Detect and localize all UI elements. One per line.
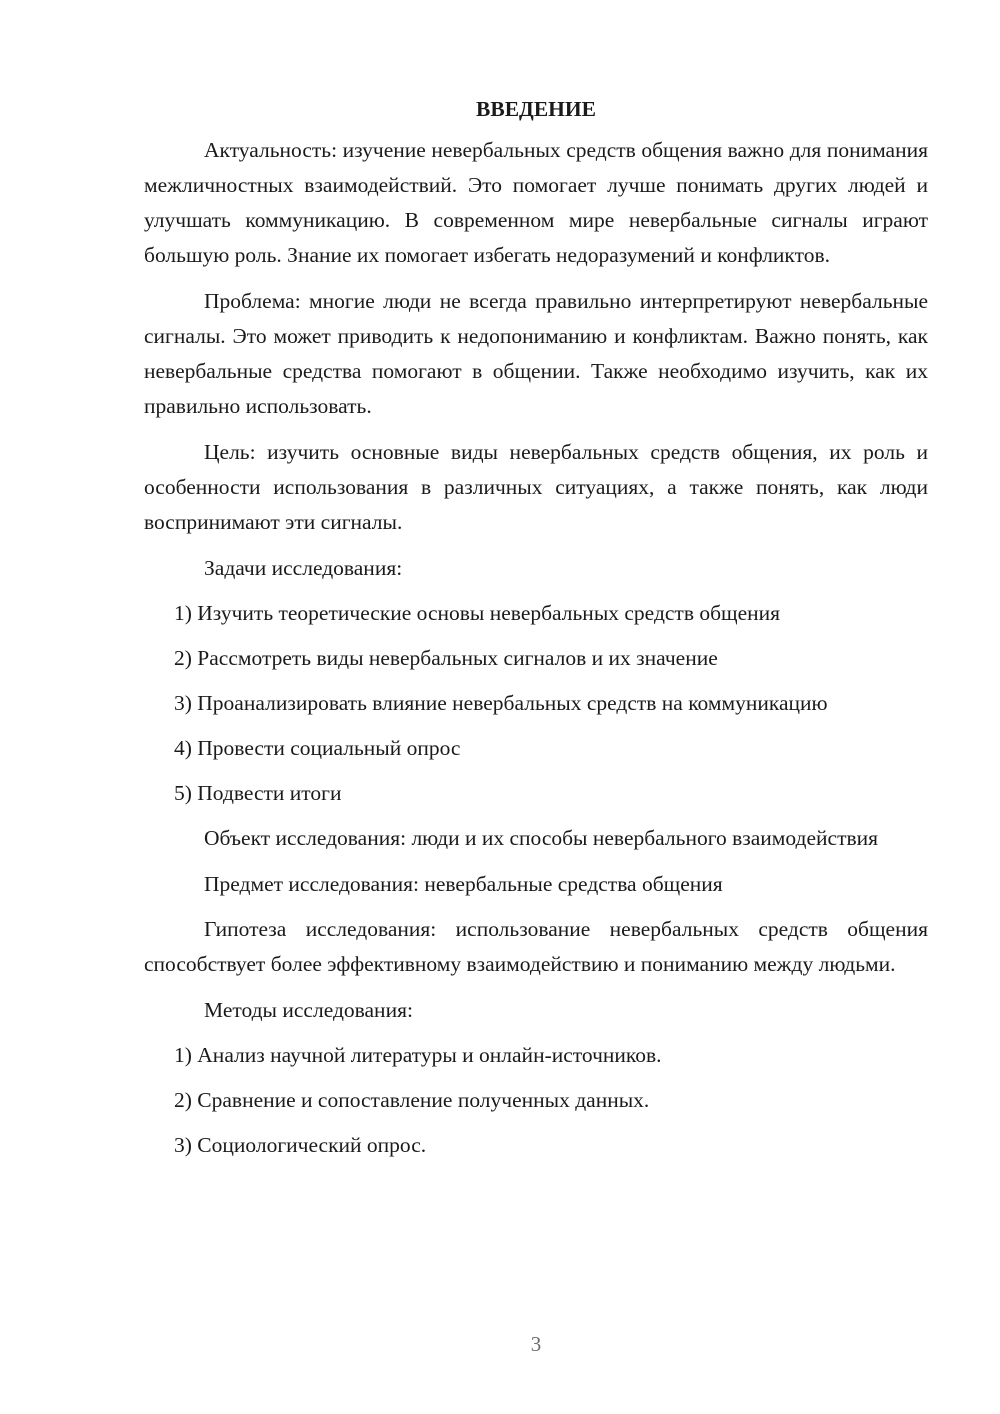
task-item-2: 2) Рассмотреть виды невербальных сигналов и их значение xyxy=(174,646,718,670)
task-item-3: 3) Проанализировать влияние невербальных средств на коммуникацию xyxy=(174,691,828,715)
method-item-1: 1) Анализ научной литературы и онлайн-источников. xyxy=(174,1043,662,1067)
problem-paragraph: Проблема: многие люди не всегда правильно интерпретируют невербальные сигналы. Это может приводить к недопониманию и конфликтам. Важно понять, как невербальные средства помогают в общении. Также необходимо изучить, как их правильно использовать. xyxy=(144,289,928,418)
methods-heading: Методы исследования: xyxy=(204,998,413,1022)
document-page xyxy=(144,92,928,1173)
tasks-heading: Задачи исследования: xyxy=(204,556,403,580)
goal-paragraph: Цель: изучить основные виды невербальных средств общения, их роль и особенности использования в различных ситуациях, а также понять, как люди воспринимают эти сигналы. xyxy=(144,440,928,534)
subject-paragraph: Предмет исследования: невербальные средства общения xyxy=(204,872,723,896)
method-item-2: 2) Сравнение и сопоставление полученных данных. xyxy=(174,1088,650,1112)
task-item-4: 4) Провести социальный опрос xyxy=(174,736,461,760)
hypothesis-paragraph: Гипотеза исследования: использование невербальных средств общения способствует более эффективному взаимодействию и пониманию между людьми. xyxy=(144,917,928,976)
task-item-5: 5) Подвести итоги xyxy=(174,781,342,805)
page-number: 3 xyxy=(530,1332,542,1356)
task-item-1: 1) Изучить теоретические основы невербальных средств общения xyxy=(174,601,781,625)
page-title: ВВЕДЕНИЕ xyxy=(476,97,596,121)
object-paragraph: Объект исследования: люди и их способы невербального взаимодействия xyxy=(204,826,879,850)
method-item-3: 3) Социологический опрос. xyxy=(174,1133,427,1157)
relevance-paragraph: Актуальность: изучение невербальных средств общения важно для понимания межличностных взаимодействий. Это помогает лучше понимать других людей и улучшать коммуникацию. В современном мире невербальные сигналы играют большую роль. Знание их помогает избегать недоразумений и конфликтов. xyxy=(144,138,928,267)
